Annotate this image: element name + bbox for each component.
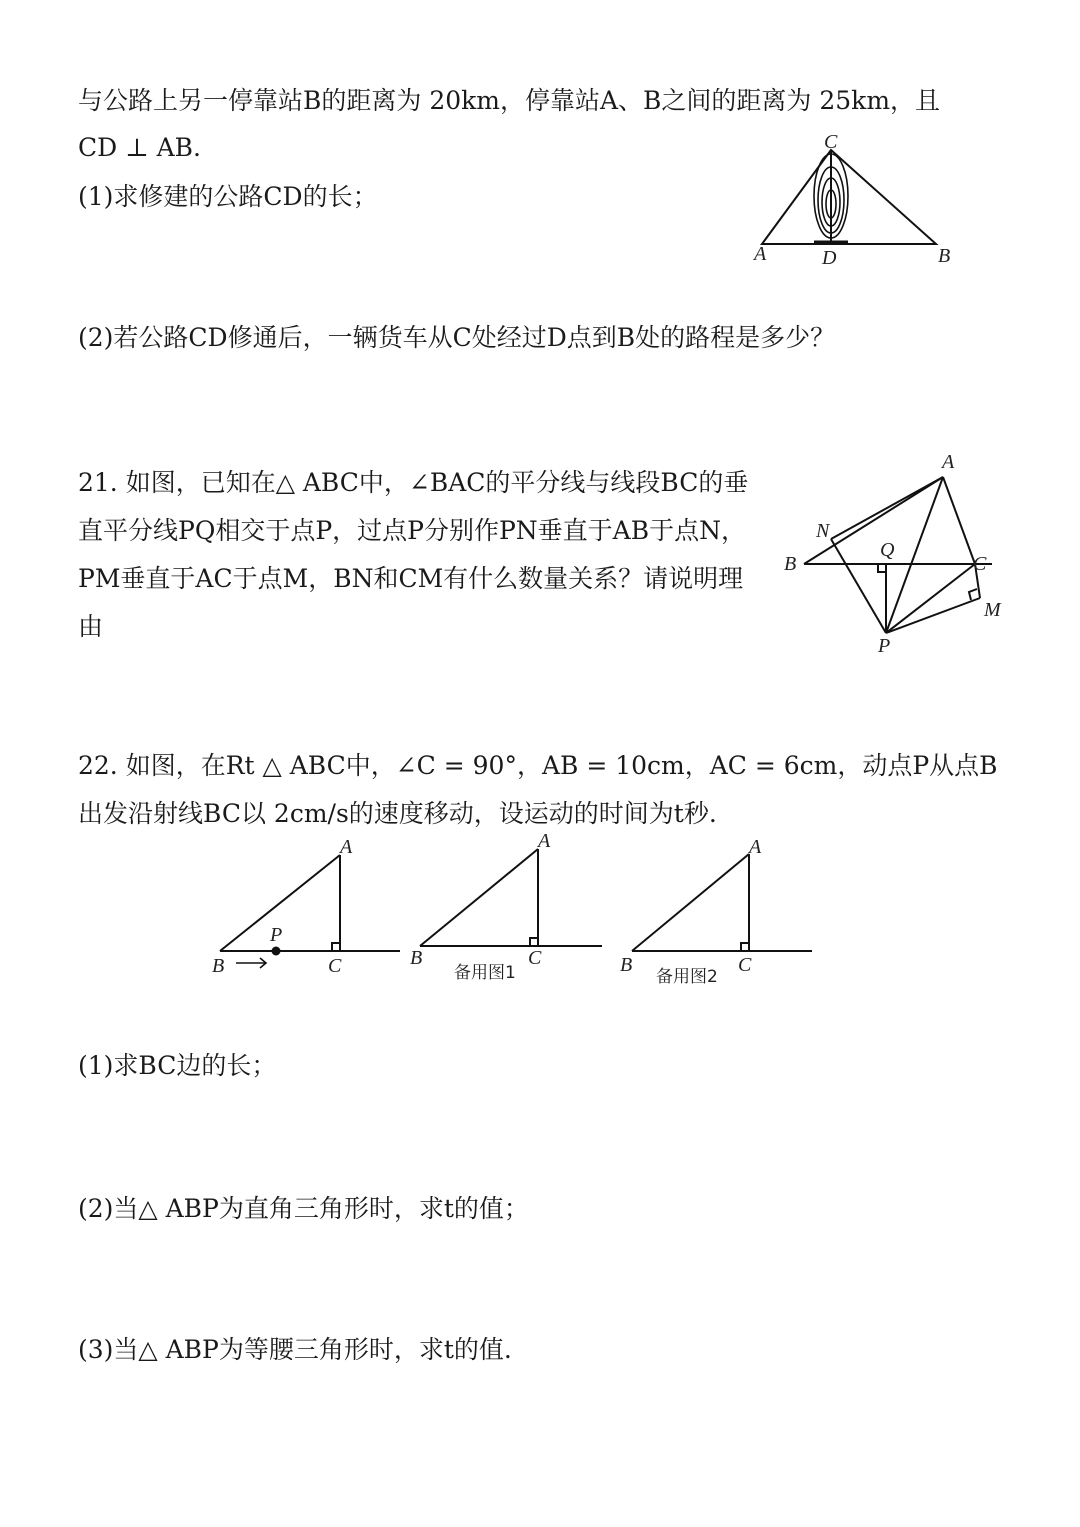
p21-label-c: C [973, 553, 987, 575]
p21-label-p: P [878, 635, 891, 657]
p20-label-d: D [822, 247, 837, 269]
p22-fig2-caption: 备用图1 [454, 963, 516, 983]
p22-fig3-caption: 备用图2 [656, 967, 718, 987]
p22-figure-main [212, 836, 400, 977]
p21-label-a: A [942, 451, 955, 473]
p22-fig2-label-c: C [528, 947, 542, 969]
p22-text-line2: 出发沿射线BC以 2cm/s的速度移动，设运动的时间为t秒. [78, 799, 717, 828]
p22-question-3: (3)当△ ABP为等腰三角形时，求t的值. [78, 1335, 512, 1364]
p21-text-line1: 21. 如图，已知在△ ABC中，∠BAC的平分线与线段BC的垂 [78, 468, 749, 497]
p20-figure [730, 130, 970, 270]
p22-text-line1: 22. 如图，在Rt △ ABC中，∠C = 90°，AB = 10cm，AC = 6cm，动点P从点B [78, 751, 998, 780]
p22-fig3-label-a: A [749, 836, 762, 858]
p21-figure [770, 440, 1030, 660]
p21-label-b: B [784, 553, 797, 575]
p21-text-line4: 由 [78, 612, 104, 641]
p21-label-m: M [984, 599, 1001, 621]
p21-label-n: N [816, 520, 830, 542]
p22-figure-spare-2 [620, 836, 812, 987]
p22-figure-spare-1 [410, 830, 602, 983]
p22-fig2-label-b: B [410, 947, 423, 969]
p22-fig1-label-a: A [340, 836, 353, 858]
p20-label-b: B [938, 245, 951, 267]
p20-question-2: (2)若公路CD修通后，一辆货车从C处经过D点到B处的路程是多少？ [78, 323, 836, 352]
p20-text-line2: CD ⊥ AB. [78, 133, 201, 162]
p20-question-1: (1)求修建的公路CD的长； [78, 182, 378, 211]
p21-text-line2: 直平分线PQ相交于点P，过点P分别作PN垂直于AB于点N， [78, 516, 746, 545]
p20-label-a: A [754, 243, 767, 265]
p22-fig1-label-b: B [212, 955, 225, 977]
p22-fig2-label-a: A [538, 830, 551, 852]
p22-fig1-label-p: P [270, 924, 283, 946]
p22-fig1-label-c: C [328, 955, 342, 977]
p21-text-line3: PM垂直于AC于点M，BN和CM有什么数量关系？请说明理 [78, 564, 744, 593]
p22-fig3-label-c: C [738, 954, 752, 976]
p22-fig3-label-b: B [620, 954, 633, 976]
p22-question-1: (1)求BC边的长； [78, 1051, 277, 1080]
p22-question-2: (2)当△ ABP为直角三角形时，求t的值； [78, 1194, 529, 1223]
p21-label-q: Q [880, 539, 895, 561]
p20-label-c: C [824, 131, 838, 153]
p22-figures [200, 830, 830, 995]
p20-text-line1: 与公路上另一停靠站B的距离为 20km，停靠站A、B之间的距离为 25km，且 [78, 86, 941, 115]
